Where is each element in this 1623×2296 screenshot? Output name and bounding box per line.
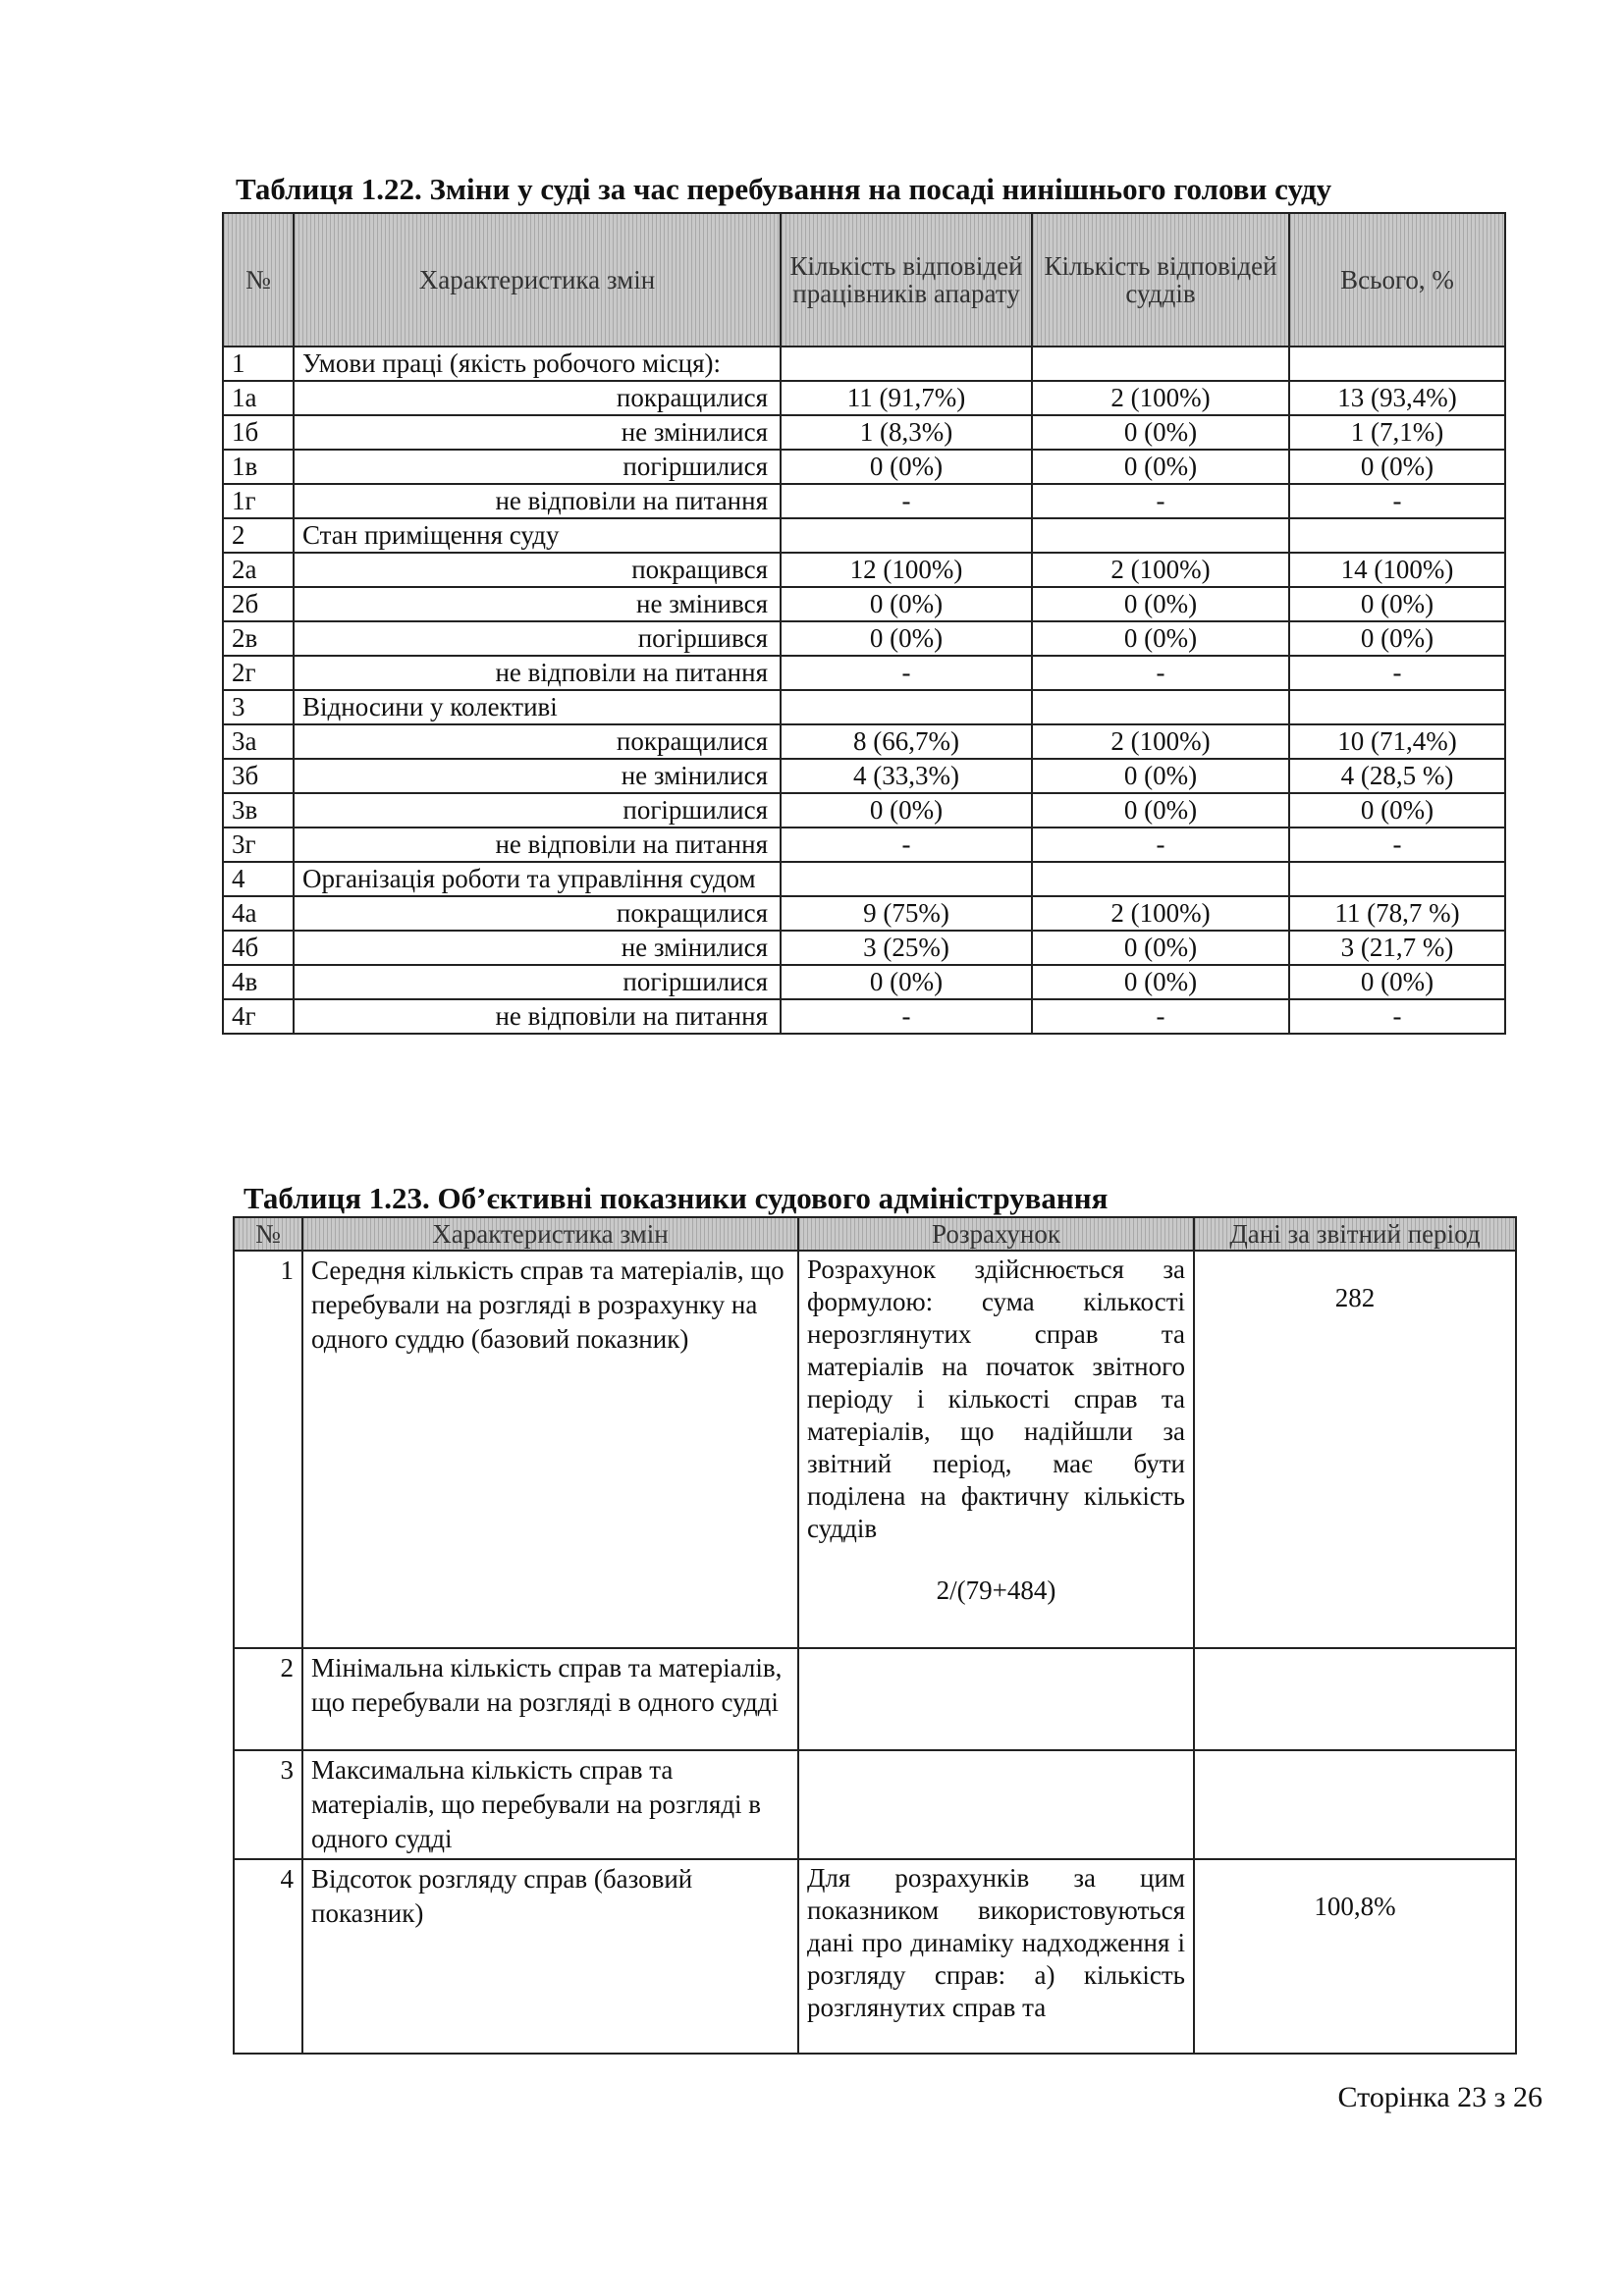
table-section-row [223,690,1505,724]
table-row [223,587,1505,621]
row-characteristic: Відносини у колективі [294,690,781,724]
row-characteristic: покращилися [294,896,781,931]
table-row [223,415,1505,450]
row-number: 2б [223,587,294,621]
header-judge-answers: Кількість відповідей суддів [1032,213,1289,347]
total-percent-cell: 13 (93,4%) [1289,381,1505,415]
row-characteristic: покращилися [294,724,781,759]
table-row [223,896,1505,931]
header-total-percent: Всього, % [1289,213,1505,347]
judge-answers-cell: 0 (0%) [1032,450,1289,484]
row-number: 4в [223,965,294,999]
table-row [234,1251,1516,1648]
row-number: 2 [234,1648,302,1750]
staff-answers-cell [781,518,1032,553]
table-section-row [223,862,1505,896]
staff-answers-cell: 3 (25%) [781,931,1032,965]
judge-answers-cell: 2 (100%) [1032,553,1289,587]
judge-answers-cell: - [1032,999,1289,1034]
reporting-value-cell [1194,1648,1516,1750]
table-row [223,484,1505,518]
row-characteristic: не змінилися [294,759,781,793]
total-percent-cell: - [1289,484,1505,518]
staff-answers-cell: 11 (91,7%) [781,381,1032,415]
row-number: 4б [223,931,294,965]
staff-answers-cell: 12 (100%) [781,553,1032,587]
row-number: 3б [223,759,294,793]
table-row [223,656,1505,690]
judge-answers-cell [1032,347,1289,381]
row-number: 1 [223,347,294,381]
row-characteristic: Мінімальна кількість справ та матеріалів, що перебували на розгляді в одного судді [302,1648,798,1750]
row-number: 4 [223,862,294,896]
staff-answers-cell [781,862,1032,896]
total-percent-cell: - [1289,828,1505,862]
row-number: 1 [234,1251,302,1648]
table-23-header-row [234,1217,1516,1251]
row-characteristic: не змінився [294,587,781,621]
staff-answers-cell: 0 (0%) [781,793,1032,828]
table-22-header-row [223,213,1505,347]
row-characteristic: Організація роботи та управління судом [294,862,781,896]
staff-answers-cell: 8 (66,7%) [781,724,1032,759]
reporting-value-cell: 282 [1194,1251,1516,1648]
row-characteristic: не змінилися [294,931,781,965]
row-number: 2а [223,553,294,587]
reporting-value-cell [1194,1750,1516,1859]
row-characteristic: погіршилися [294,965,781,999]
total-percent-cell: 11 (78,7 %) [1289,896,1505,931]
header-number: № [234,1217,302,1251]
table-row [223,931,1505,965]
header-number: № [223,213,294,347]
calculation-cell [798,1859,1194,2054]
table-23 [233,1216,1517,2055]
row-number: 2в [223,621,294,656]
row-characteristic: не відповіли на питання [294,828,781,862]
table-row [234,1648,1516,1750]
judge-answers-cell: 0 (0%) [1032,965,1289,999]
judge-answers-cell: 0 (0%) [1032,621,1289,656]
table-row [223,793,1505,828]
page-number: Сторінка 23 з 26 [1337,2081,1542,2113]
staff-answers-cell: 0 (0%) [781,965,1032,999]
staff-answers-cell: 1 (8,3%) [781,415,1032,450]
staff-answers-cell: - [781,828,1032,862]
judge-answers-cell: 0 (0%) [1032,931,1289,965]
row-number: 4а [223,896,294,931]
row-characteristic: покращився [294,553,781,587]
total-percent-cell: 0 (0%) [1289,965,1505,999]
row-characteristic: погіршився [294,621,781,656]
total-percent-cell: 1 (7,1%) [1289,415,1505,450]
table-row [223,724,1505,759]
row-number: 1а [223,381,294,415]
total-percent-cell: 0 (0%) [1289,793,1505,828]
calculation-text: Розрахунок здійснюється за формулою: сума кількості нерозглянутих справ та матеріалів на початок звітного періоду і кількості справ та матеріалів, що надійшли за звітний період, має бути поділена на фактичну кількість суддів [807,1255,1185,1543]
total-percent-cell: 14 (100%) [1289,553,1505,587]
row-number: 4г [223,999,294,1034]
total-percent-cell: 3 (21,7 %) [1289,931,1505,965]
calculation-text: Для розрахунків за цим показником використовуються дані про динаміку надходження і розгляду справ: а) кількість розглянутих справ та [807,1863,1185,2022]
row-characteristic: Середня кількість справ та матеріалів, що перебували на розгляді в розрахунку на одного суддю (базовий показник) [302,1251,798,1648]
row-characteristic: погіршилися [294,450,781,484]
row-number: 2 [223,518,294,553]
row-number: 3г [223,828,294,862]
table-row [223,553,1505,587]
row-characteristic: не відповіли на питання [294,999,781,1034]
judge-answers-cell: 0 (0%) [1032,415,1289,450]
row-characteristic: Умови праці (якість робочого місця): [294,347,781,381]
table-row [234,1750,1516,1859]
total-percent-cell [1289,690,1505,724]
judge-answers-cell: 2 (100%) [1032,896,1289,931]
calculation-cell [798,1648,1194,1750]
table-row [223,759,1505,793]
judge-answers-cell [1032,862,1289,896]
table-row [223,965,1505,999]
table-row [223,999,1505,1034]
row-number: 4 [234,1859,302,2054]
row-number: 1в [223,450,294,484]
table-row [234,1859,1516,2054]
calculation-cell [798,1251,1194,1648]
staff-answers-cell: 0 (0%) [781,587,1032,621]
header-staff-answers: Кількість відповідей працівників апарату [781,213,1032,347]
staff-answers-cell: - [781,999,1032,1034]
row-number: 3а [223,724,294,759]
table-23-body [234,1251,1516,2054]
row-characteristic: Відсоток розгляду справ (базовий показник) [302,1859,798,2054]
staff-answers-cell: - [781,656,1032,690]
total-percent-cell: 0 (0%) [1289,450,1505,484]
row-characteristic: не змінилися [294,415,781,450]
row-characteristic: Стан приміщення суду [294,518,781,553]
judge-answers-cell: 0 (0%) [1032,759,1289,793]
row-characteristic: покращилися [294,381,781,415]
judge-answers-cell: - [1032,828,1289,862]
header-calculation: Розрахунок [798,1217,1194,1251]
reporting-value-cell: 100,8% [1194,1859,1516,2054]
table-row [223,450,1505,484]
staff-answers-cell: 0 (0%) [781,450,1032,484]
header-characteristic: Характеристика змін [294,213,781,347]
table-22 [222,212,1506,1035]
calculation-cell [798,1750,1194,1859]
table-22-body [223,347,1505,1034]
judge-answers-cell: 0 (0%) [1032,793,1289,828]
staff-answers-cell [781,347,1032,381]
judge-answers-cell: 0 (0%) [1032,587,1289,621]
total-percent-cell: 10 (71,4%) [1289,724,1505,759]
total-percent-cell [1289,862,1505,896]
row-characteristic: Максимальна кількість справ та матеріалів, що перебували на розгляді в одного судді [302,1750,798,1859]
row-number: 1г [223,484,294,518]
total-percent-cell: 0 (0%) [1289,621,1505,656]
judge-answers-cell: 2 (100%) [1032,381,1289,415]
judge-answers-cell: - [1032,656,1289,690]
row-number: 2г [223,656,294,690]
row-number: 1б [223,415,294,450]
row-number: 3 [223,690,294,724]
staff-answers-cell: 0 (0%) [781,621,1032,656]
judge-answers-cell: - [1032,484,1289,518]
total-percent-cell [1289,347,1505,381]
table-row [223,828,1505,862]
table-22-caption: Таблиця 1.22. Зміни у суді за час перебування на посаді нинішнього голови суду [236,172,1332,206]
row-characteristic: погіршилися [294,793,781,828]
total-percent-cell: 4 (28,5 %) [1289,759,1505,793]
staff-answers-cell: - [781,484,1032,518]
table-row [223,621,1505,656]
total-percent-cell [1289,518,1505,553]
header-characteristic: Характеристика змін [302,1217,798,1251]
calculation-formula: 2/(79+484) [936,1575,1056,1605]
total-percent-cell: - [1289,656,1505,690]
staff-answers-cell: 9 (75%) [781,896,1032,931]
row-number: 3в [223,793,294,828]
row-characteristic: не відповіли на питання [294,656,781,690]
table-section-row [223,347,1505,381]
staff-answers-cell [781,690,1032,724]
table-23-caption: Таблиця 1.23. Об’єктивні показники судового адміністрування [243,1181,1109,1215]
judge-answers-cell [1032,690,1289,724]
total-percent-cell: - [1289,999,1505,1034]
judge-answers-cell: 2 (100%) [1032,724,1289,759]
staff-answers-cell: 4 (33,3%) [781,759,1032,793]
table-row [223,381,1505,415]
row-characteristic: не відповіли на питання [294,484,781,518]
table-section-row [223,518,1505,553]
total-percent-cell: 0 (0%) [1289,587,1505,621]
row-number: 3 [234,1750,302,1859]
judge-answers-cell [1032,518,1289,553]
header-reporting-period-data: Дані за звітний період [1194,1217,1516,1251]
